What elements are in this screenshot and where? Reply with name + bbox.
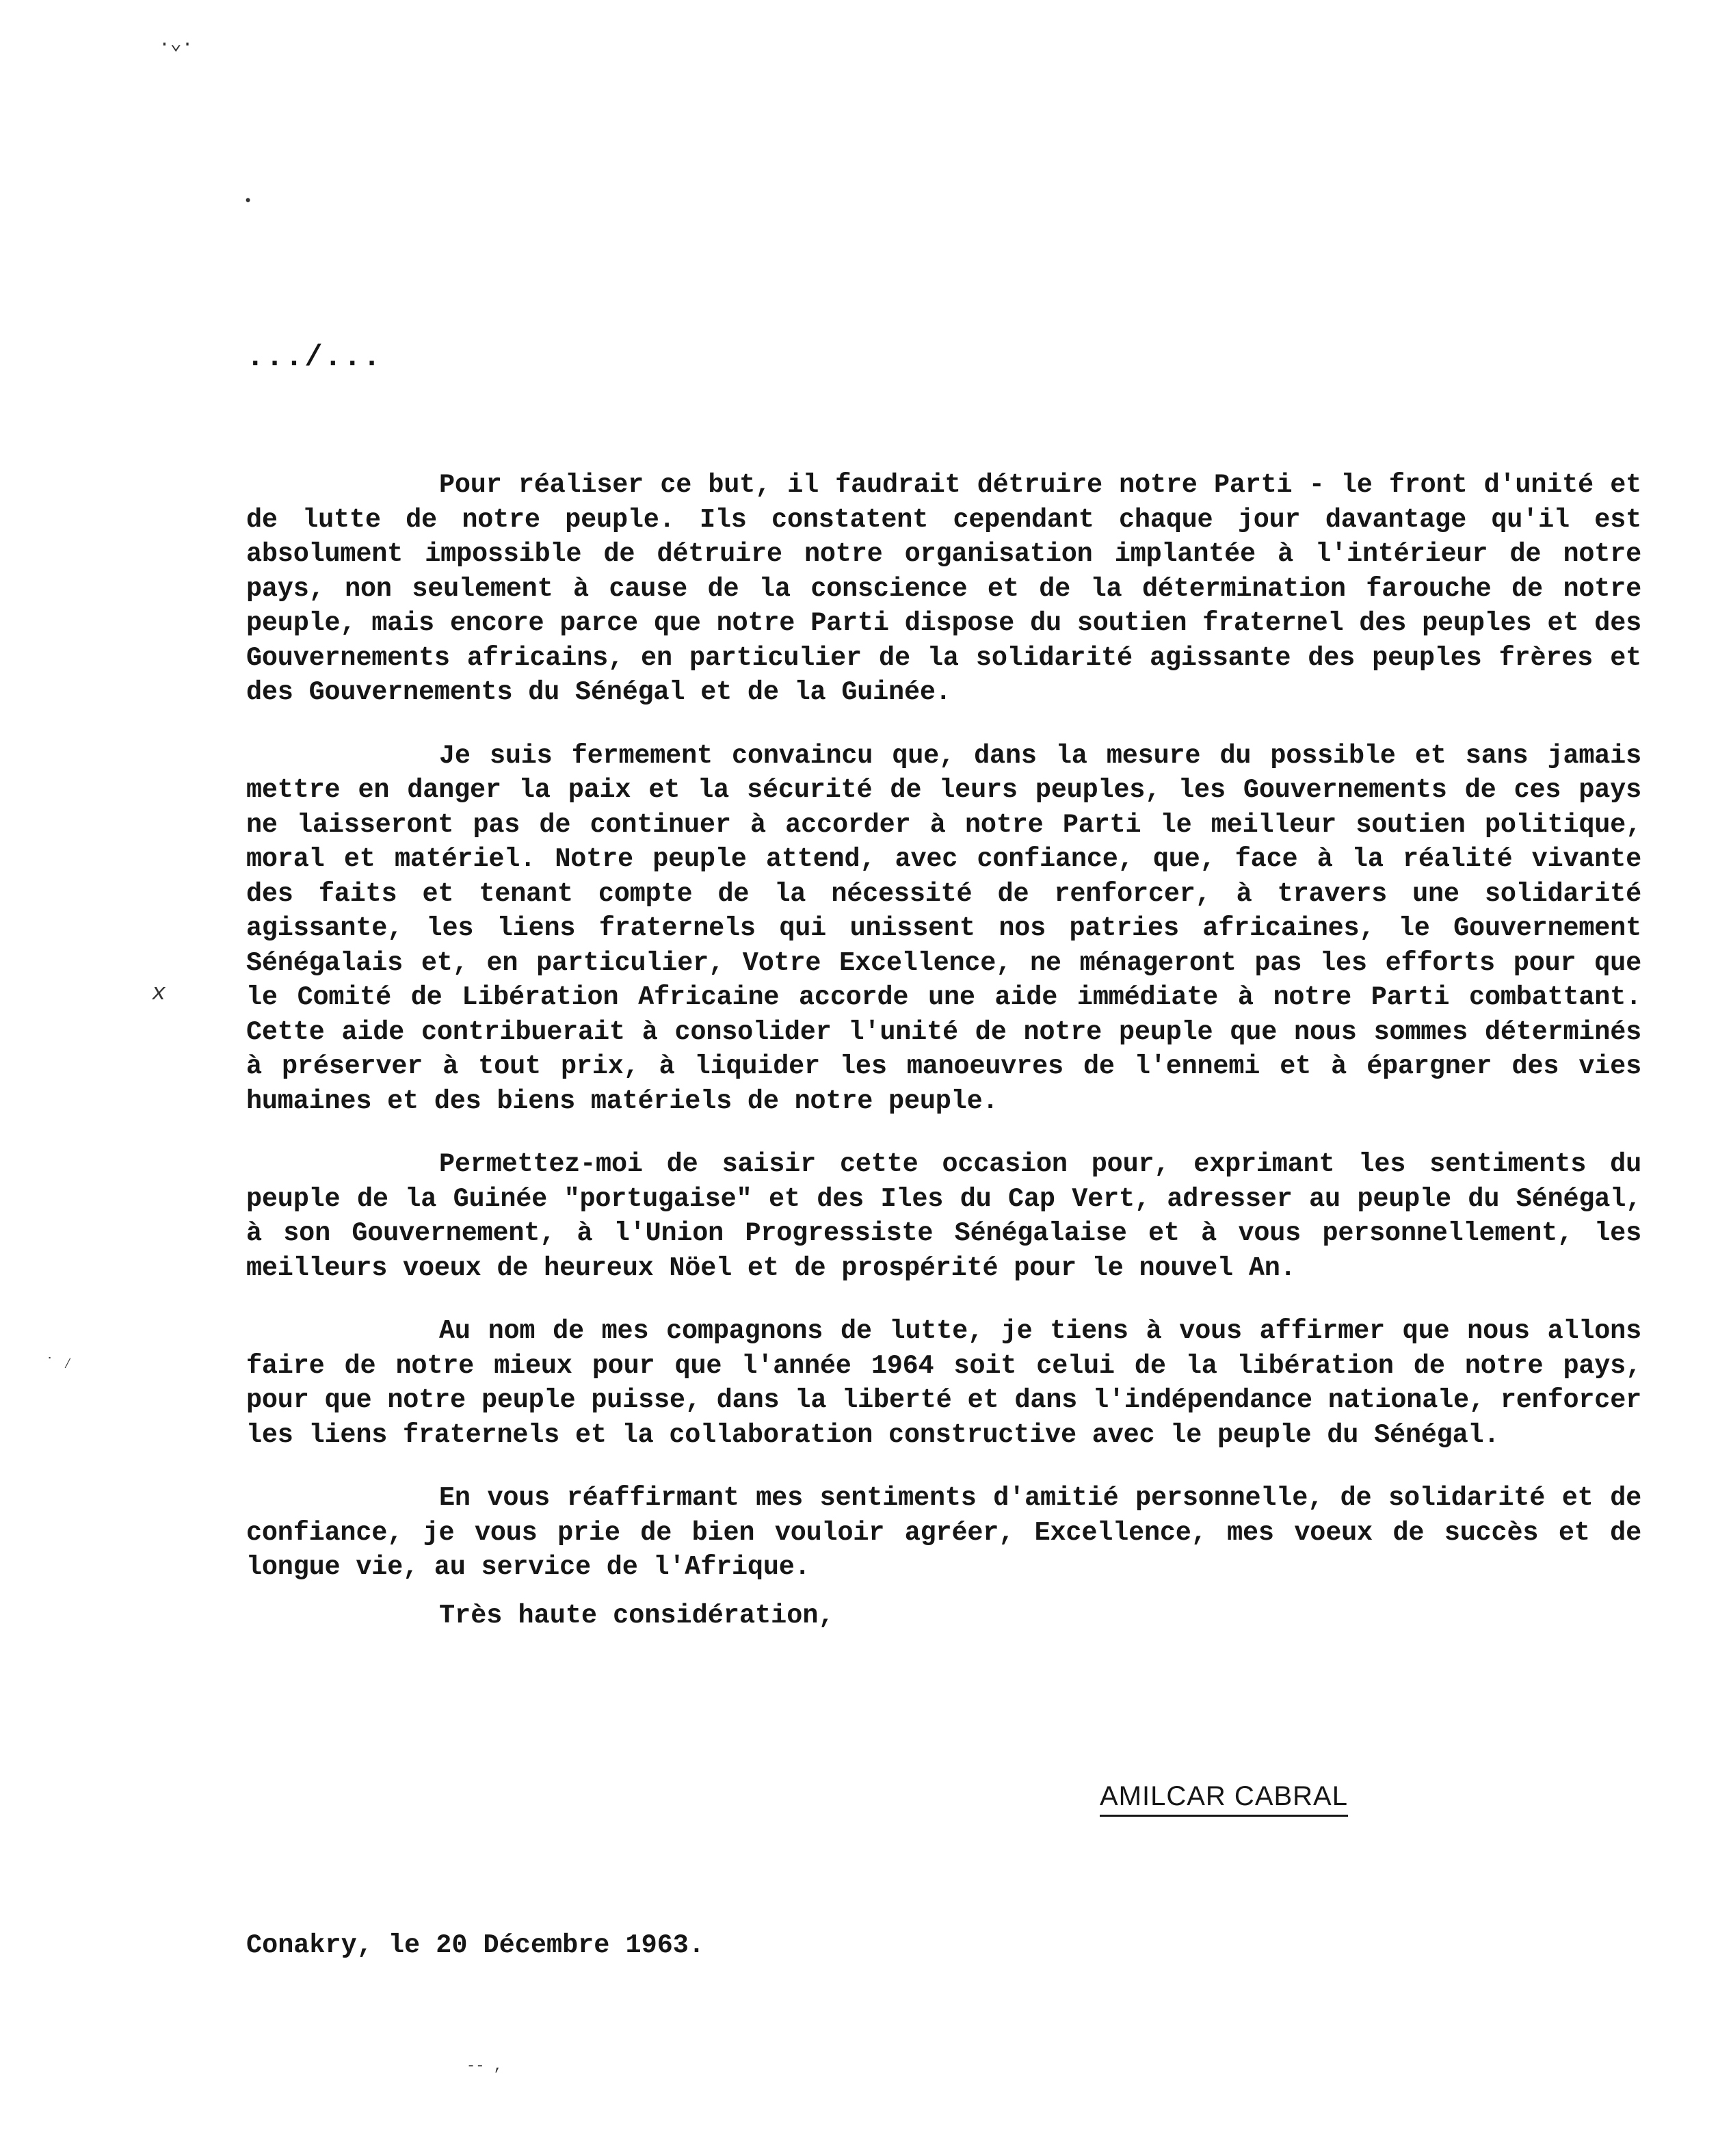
margin-mark: x [152,981,166,1007]
continuation-mark: .../... [246,341,382,375]
paragraph: Au nom de mes compagnons de lutte, je tiens à vous affirmer que nous allons faire de notre mieux pour que l'année 1964 soit celui de la libération de notre pays, pour que notre peuple puisse, dans la liberté et dans l'indépendance nationale, renforcer les liens fraternels et la collaboration constructive avec le peuple du Sénégal. [246,1316,1641,1450]
letter-body [246,468,1641,1614]
place-date: Conakry, le 20 Décembre 1963. [246,1930,705,1960]
paragraph: Permettez-moi de saisir cette occasion pour, exprimant les sentiments du peuple de la Guinée "portugaise" et des Iles du Cap Vert, adresser au peuple du Sénégal, à son Gouvernement, à l'Union Progressiste Sénégalaise et à vous personnellement, les meilleurs voeux de heureux Nöel et de prospérité pour le nouvel An. [246,1149,1641,1283]
scan-speck: ˙ ⁄ [45,1356,72,1373]
scan-speck: -- , [466,2058,503,2075]
paragraph: Je suis fermement convaincu que, dans la mesure du possible et sans jamais mettre en danger la paix et la sécurité de leurs peuples, les Gouvernements de ces pays ne laisseront pas de continuer à accorder à notre Parti le meilleur soutien politique, moral et matériel. Notre peuple attend, avec confiance, que, face à la réalité vivante des faits et tenant compte de la nécessité de renforcer, à travers une solidarité agissante, les liens fraternels qui unissent nos patries africaines, le Gouvernement Sénégalais et, en particulier, Votre Excellence, ne ménageront pas les efforts pour que le Comité de Libération Africaine accorde une aide immédiate à notre Parti combattant. Cette aide contribuerait à consolider l'unité de notre peuple que nous sommes déterminés à préserver à tout prix, à liquider les manoeuvres de l'ennemi et à épargner des vies humaines et des biens matériels de notre peuple. [246,740,1641,1116]
paragraph: Pour réaliser ce but, il faudrait détruire notre Parti - le front d'unité et de lutte de notre peuple. Ils constatent cependant chaque jour davantage qu'il est absolument impossible de détruire notre organisation implantée à l'intérieur de notre pays, non seulement à cause de la conscience et de la détermination farouche de notre peuple, mais encore parce que notre Parti dispose du soutien fraternel des peuples et des Gouvernements africains, en particulier de la solidarité agissante des peuples frères et des Gouvernements du Sénégal et de la Guinée. [246,470,1641,707]
scan-dot: • [243,193,253,210]
paragraph: En vous réaffirmant mes sentiments d'amitié personnelle, de solidarité et de confiance, je vous prie de bien vouloir agréer, Excellence, mes voeux de succès et de longue vie, au service de l'Afrique. [246,1483,1641,1582]
signature-name: AMILCAR CABRAL [1100,1781,1348,1817]
closing-salutation: Très haute considération, [439,1601,834,1631]
scan-speck: ·⌄· [159,34,194,55]
